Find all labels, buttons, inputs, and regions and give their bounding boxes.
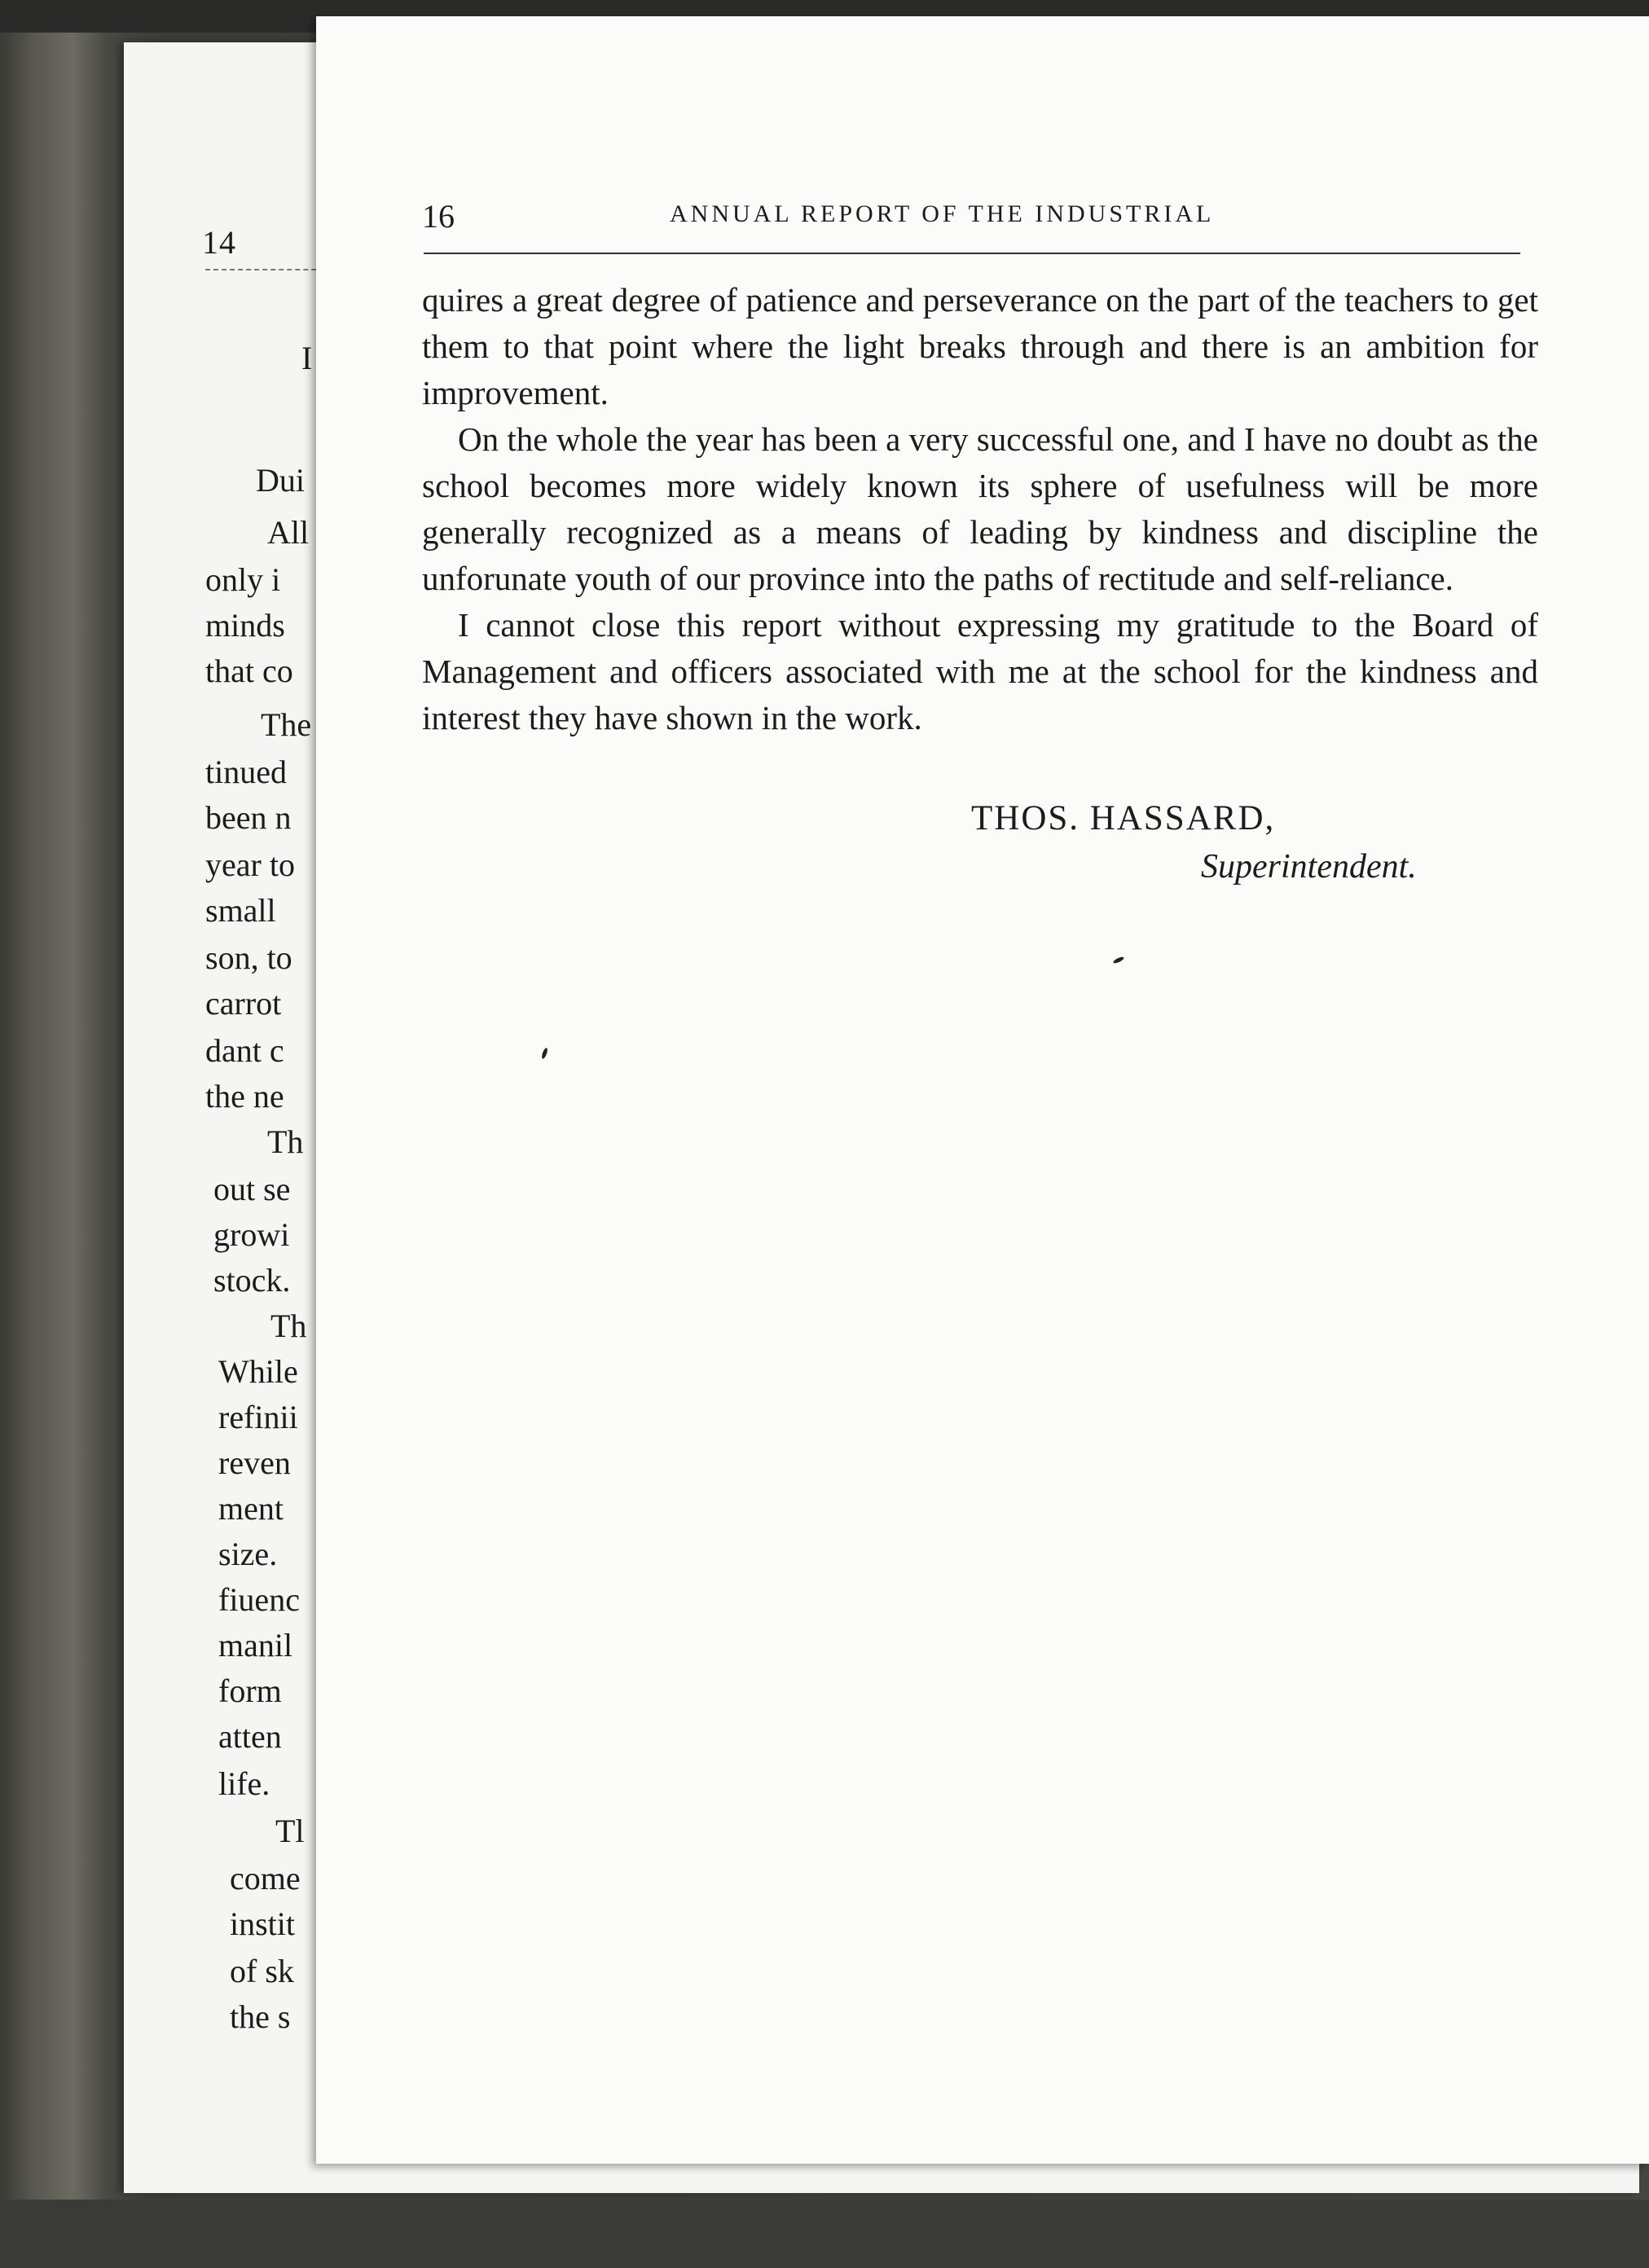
under-fragment: dant c — [205, 1032, 284, 1069]
ink-speck — [541, 1048, 548, 1060]
under-fragment: growi — [213, 1216, 290, 1253]
under-fragment: fiuenc — [218, 1581, 300, 1618]
under-fragment: atten — [218, 1718, 282, 1755]
under-fragment: reven — [218, 1444, 291, 1481]
under-fragment: size. — [218, 1536, 278, 1572]
under-fragment: tinued — [205, 754, 287, 790]
under-fragment: Tl — [275, 1813, 305, 1849]
under-fragment: Th — [270, 1308, 307, 1344]
paragraph: On the whole the year has been a very successful one, and I have no doubt as the school becomes more widely known its sphere of usefulness will be more generally recognized as a means of leading by kindness and discipline the unforunate youth of our province into the paths of rectitude and self-reliance. — [422, 420, 1538, 597]
under-fragment: life. — [218, 1765, 270, 1802]
book-bottom-edge — [0, 2200, 1649, 2268]
under-fragment: Dui — [256, 462, 305, 499]
under-fragment: minds — [205, 607, 285, 644]
under-fragment: come — [230, 1860, 301, 1897]
under-fragment: The — [261, 706, 312, 743]
under-fragment: manil — [218, 1627, 293, 1664]
under-fragment: been n — [205, 799, 292, 836]
page-number: 16 — [422, 198, 455, 235]
paragraph: I cannot close this report without expressing my gratitude to the Board of Management and officers associated with me at the school for the kindness and interest they have shown in the work. — [422, 606, 1538, 736]
under-fragment: All — [267, 514, 310, 551]
signature-title: Superintendent. — [1201, 848, 1417, 886]
under-fragment: son, to — [205, 939, 292, 976]
ink-speck — [1113, 956, 1125, 964]
running-head: ANNUAL REPORT OF THE INDUSTRIAL — [670, 200, 1215, 227]
body-text — [422, 277, 1538, 741]
under-fragment: the s — [230, 1998, 291, 2035]
report-page — [316, 16, 1649, 2164]
under-fragment: year to — [205, 846, 295, 883]
under-fragment: I — [301, 340, 313, 376]
header-rule — [424, 253, 1520, 254]
under-fragment: ment — [218, 1490, 284, 1527]
under-fragment: only i — [205, 561, 281, 598]
paragraph: quires a great degree of patience and perseverance on the part of the teachers to get them to that point where the light breaks through and there is an ambition for improvement. — [422, 281, 1538, 411]
under-fragment: small — [205, 892, 276, 929]
signature-name: THOS. HASSARD, — [971, 799, 1276, 837]
under-page-number: 14 — [202, 224, 236, 261]
under-fragment: of sk — [230, 1953, 294, 1989]
under-fragment: carrot — [205, 985, 282, 1022]
under-fragment: refinii — [218, 1399, 298, 1435]
under-fragment: Th — [267, 1123, 304, 1160]
under-fragment: form — [218, 1672, 282, 1709]
under-fragment: While — [218, 1353, 298, 1390]
under-fragment: instit — [230, 1905, 296, 1942]
under-fragment: stock. — [213, 1262, 291, 1299]
under-fragment: that co — [205, 653, 293, 689]
under-fragment: the ne — [205, 1078, 284, 1114]
under-fragment: out se — [213, 1171, 291, 1207]
